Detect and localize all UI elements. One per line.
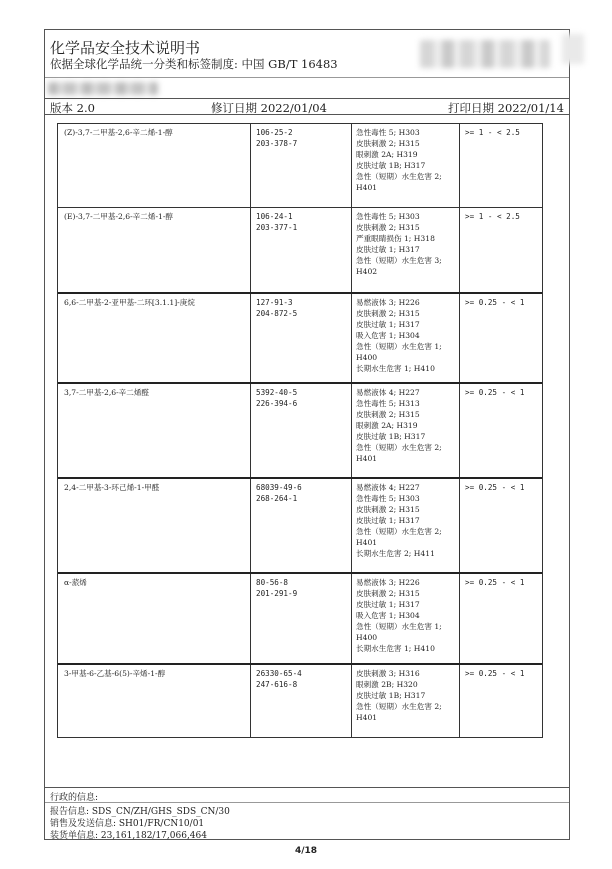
report-info: 报告信息: SDS_CN/ZH/GHS_SDS_CN/30 xyxy=(50,807,230,817)
hazard-classes: 急性毒性 5; H303 皮肤刺激 2; H315 严重眼睛损伤 1; H318 皮肤过敏 1; H317 急性（短期）水生危害 3; H402 xyxy=(356,212,442,276)
concentration: >= 1 - < 2.5 xyxy=(465,212,520,221)
components-table xyxy=(57,123,543,738)
concentration: >= 0.25 - < 1 xyxy=(465,483,525,492)
document-title: 化学品安全技术说明书 xyxy=(50,39,201,57)
redacted-mark xyxy=(562,34,584,64)
table-row xyxy=(58,382,542,477)
component-name: (Z)-3,7-二甲基-2,6-辛二烯-1-醇 xyxy=(64,128,173,137)
component-name: (E)-3,7-二甲基-2,6-辛二烯-1-醇 xyxy=(64,212,174,221)
sales-info: 销售及发送信息: SH01/FR/CN10/01 xyxy=(50,819,205,829)
component-name: 2,4-二甲基-3-环己烯-1-甲醛 xyxy=(64,483,160,492)
header-divider xyxy=(45,77,569,78)
redacted-logo xyxy=(420,40,550,68)
concentration: >= 0.25 - < 1 xyxy=(465,298,525,307)
concentration: >= 0.25 - < 1 xyxy=(465,669,525,678)
concentration: >= 0.25 - < 1 xyxy=(465,388,525,397)
admin-info-label: 行政的信息: xyxy=(50,793,99,803)
hazard-classes: 急性毒性 5; H303 皮肤刺激 2; H315 眼刺激 2A; H319 皮肤过敏 1B; H317 急性（短期）水生危害 2; H401 xyxy=(356,128,442,192)
print-date: 打印日期 2022/01/14 xyxy=(448,101,564,115)
order-info: 装货单信息: 23,161,182/17,066,464 xyxy=(50,831,207,841)
cas-ec-numbers: 80-56-8 201-291-9 xyxy=(256,578,298,598)
table-row xyxy=(58,207,542,292)
table-row xyxy=(58,123,542,207)
cas-ec-numbers: 26330-65-4 247-616-8 xyxy=(256,669,302,689)
table-row xyxy=(58,292,542,382)
hazard-classes: 易燃液体 4; H227 急性毒性 5; H313 皮肤刺激 2; H315 眼刺激 2A; H319 皮肤过敏 1B; H317 急性（短期）水生危害 2; H401 xyxy=(356,388,442,463)
hazard-classes: 易燃液体 3; H226 皮肤刺激 2; H315 皮肤过敏 1; H317 吸入危害 1; H304 急性（短期）水生危害 1; H400 长期水生危害 1; H410 xyxy=(356,298,442,373)
revision-date: 修订日期 2022/01/04 xyxy=(211,101,327,115)
document-subtitle: 依据全球化学品统一分类和标签制度: 中国 GB/T 16483 xyxy=(50,57,338,71)
hazard-classes: 易燃液体 3; H226 皮肤刺激 2; H315 皮肤过敏 1; H317 吸入危害 1; H304 急性（短期）水生危害 1; H400 长期水生危害 1; H410 xyxy=(356,578,442,653)
page-number: 4/18 xyxy=(294,846,318,856)
hazard-classes: 易燃液体 4; H227 急性毒性 5; H303 皮肤刺激 2; H315 皮肤过敏 1; H317 急性（短期）水生危害 2; H401 长期水生危害 2; H411 xyxy=(356,483,442,558)
cas-ec-numbers: 106-24-1 203-377-1 xyxy=(256,212,298,232)
table-row xyxy=(58,572,542,663)
cas-ec-numbers: 5392-40-5 226-394-6 xyxy=(256,388,298,408)
component-name: 3,7-二甲基-2,6-辛二烯醛 xyxy=(64,388,150,397)
table-row xyxy=(58,663,542,738)
hazard-classes: 皮肤刺激 3; H316 眼刺激 2B; H320 皮肤过敏 1B; H317 急性（短期）水生危害 2; H401 xyxy=(356,669,442,722)
redacted-product-name xyxy=(48,82,158,95)
component-name: 3-甲基-6-乙基-6(5)-辛烯-1-醇 xyxy=(64,669,166,678)
footer-divider-inner xyxy=(45,802,569,803)
concentration: >= 1 - < 2.5 xyxy=(465,128,520,137)
component-name: 6,6-二甲基-2-亚甲基-二环[3.1.1]-庚烷 xyxy=(64,298,195,307)
component-name: α-蒎烯 xyxy=(64,578,87,587)
cas-ec-numbers: 68039-49-6 268-264-1 xyxy=(256,483,302,503)
meta-divider-top xyxy=(45,98,569,99)
cas-ec-numbers: 127-91-3 204-872-5 xyxy=(256,298,298,318)
table-row xyxy=(58,477,542,572)
concentration: >= 0.25 - < 1 xyxy=(465,578,525,587)
cas-ec-numbers: 106-25-2 203-378-7 xyxy=(256,128,298,148)
meta-divider-bottom xyxy=(45,114,569,115)
version: 版本 2.0 xyxy=(50,101,95,115)
footer-divider xyxy=(45,787,569,788)
